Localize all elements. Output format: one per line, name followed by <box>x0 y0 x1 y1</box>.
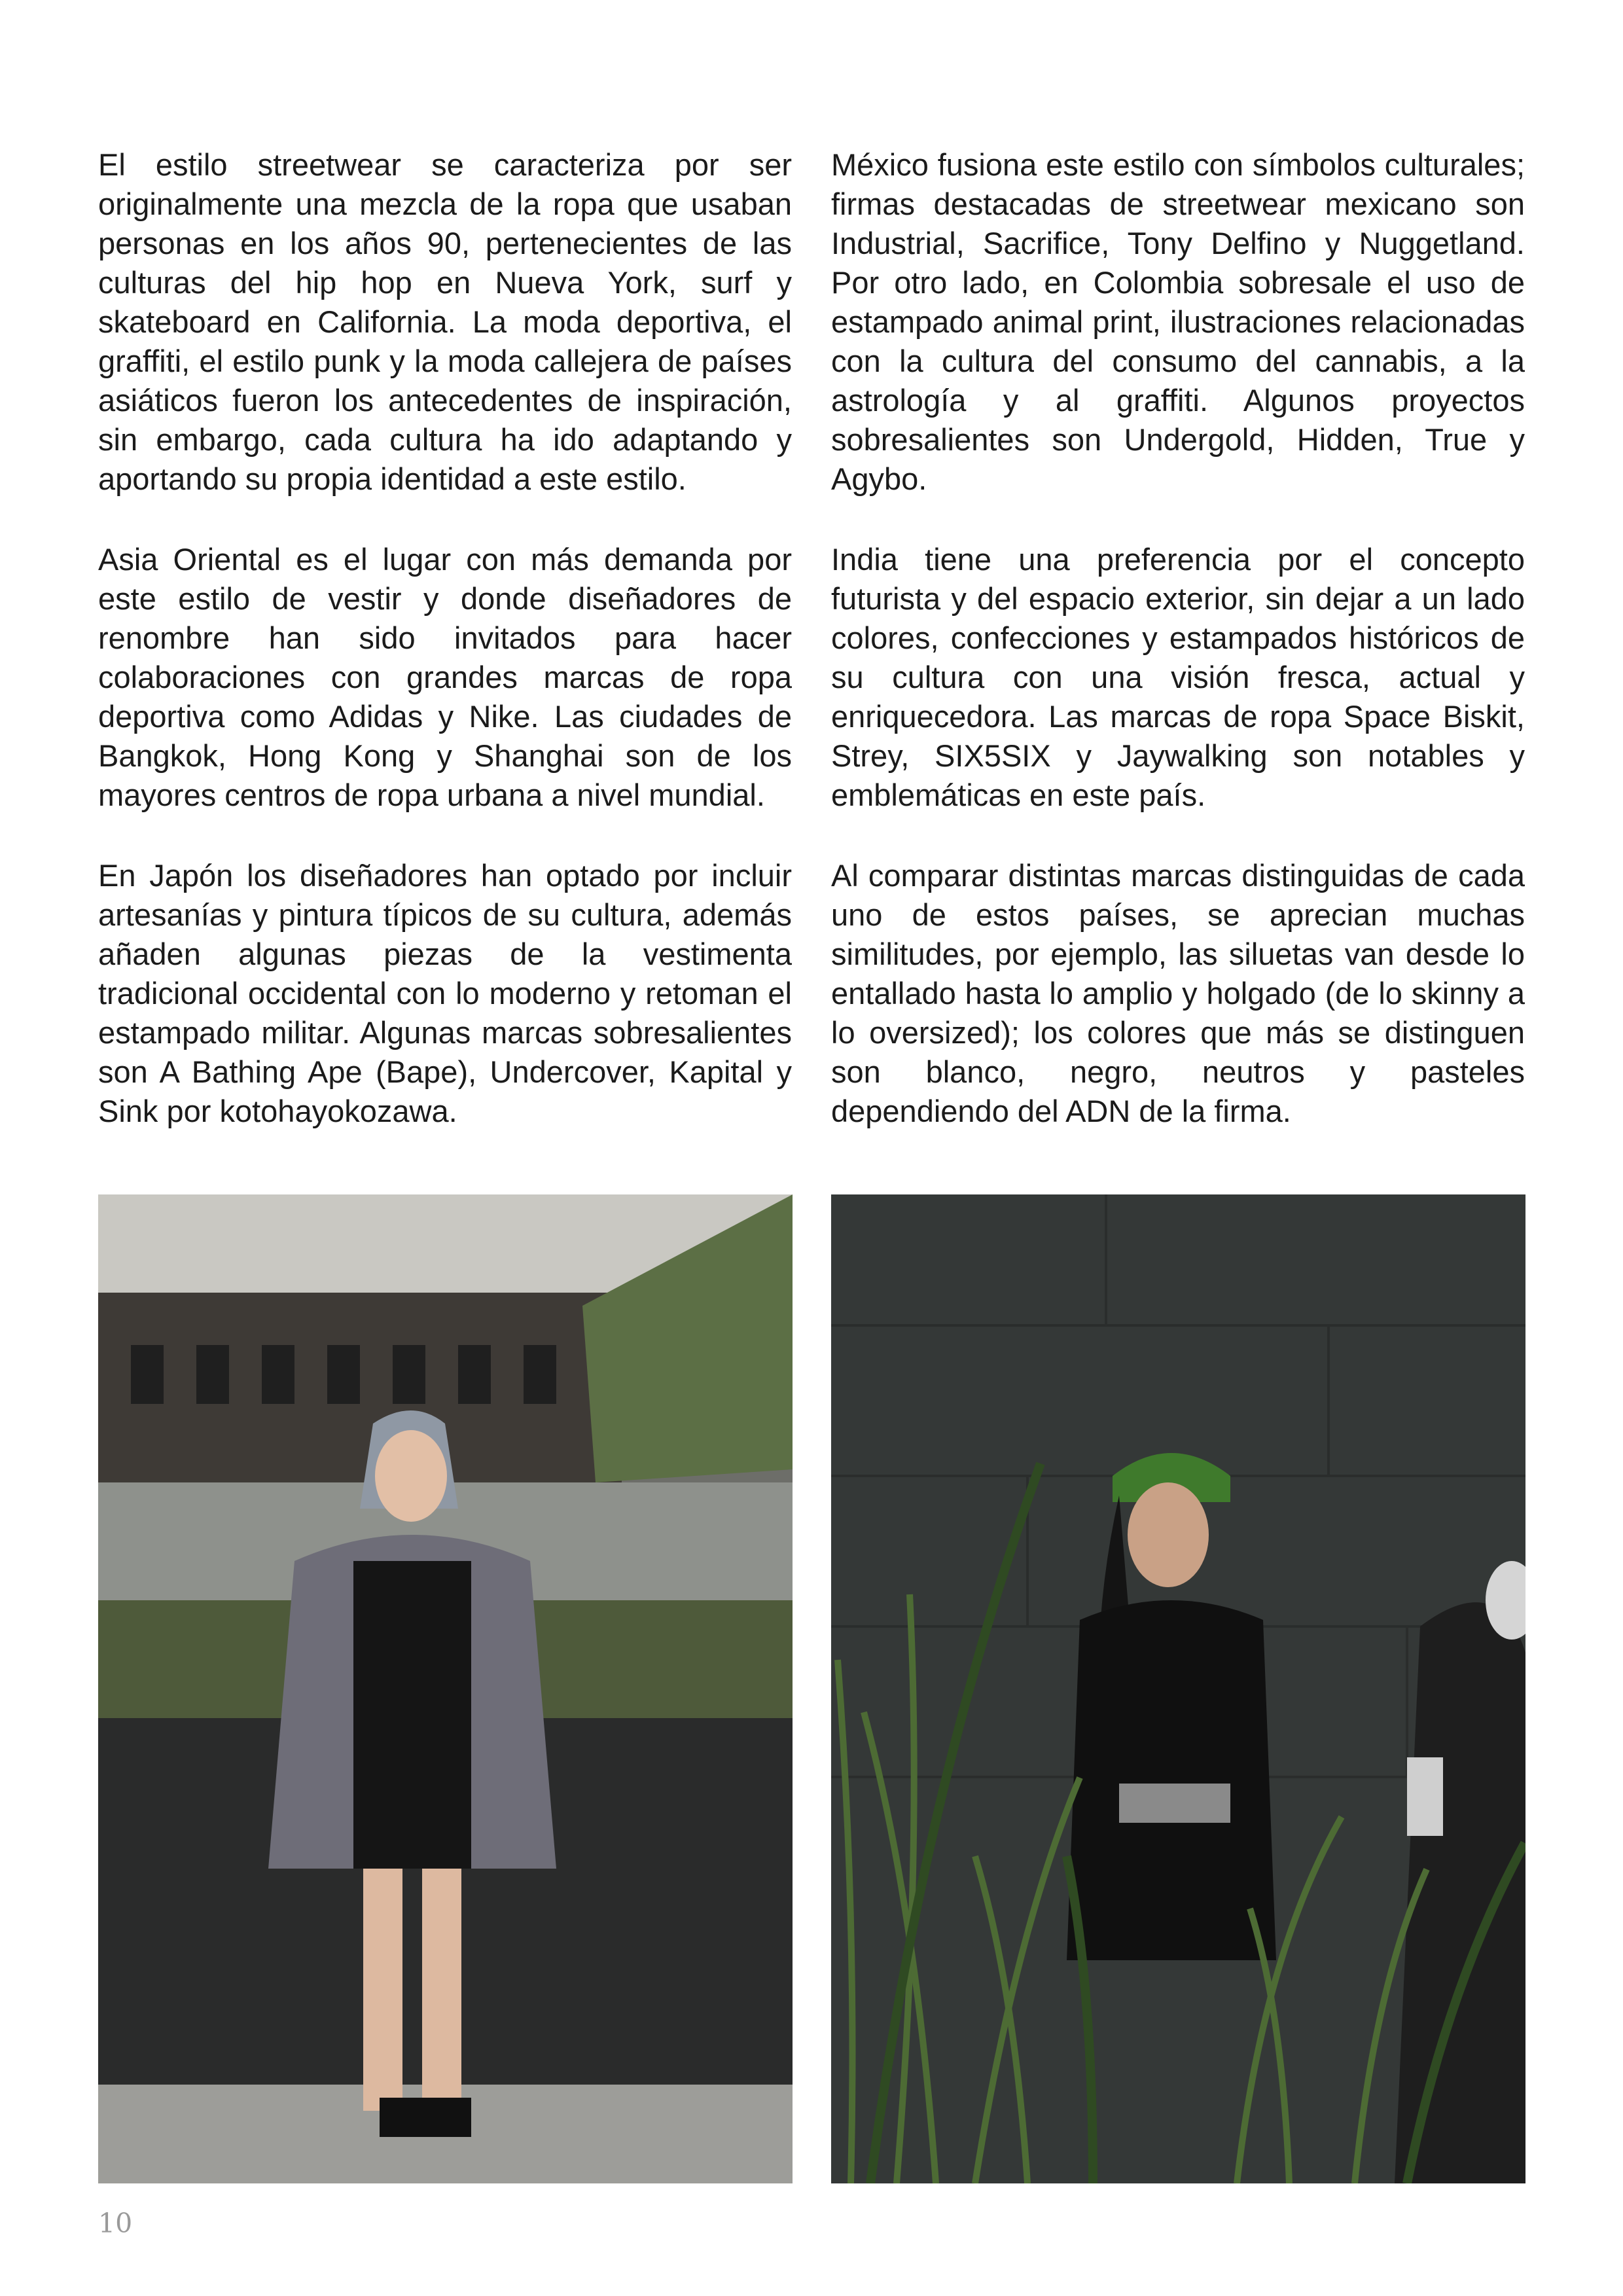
right-text-column <box>831 145 1525 1172</box>
photo-model-with-bandana <box>831 1194 1525 2183</box>
photo-model-with-chains <box>98 1194 793 2183</box>
paragraph-east-asia: Asia Oriental es el lugar con más demanda por este estilo de vestir y donde diseñadores de renombre han sido invitados para hacer colaboraciones con grandes marcas de ropa deportiva como Adidas y Nike. Las ciudades de Bangkok, Hong Kong y Shanghai son de los mayores centros de ropa urbana a nivel mundial. <box>98 542 792 812</box>
page-number: 10 <box>98 2208 133 2239</box>
left-text-column <box>98 145 792 1172</box>
photo-model-with-bandana-illustration <box>831 1194 1525 2183</box>
paragraph-japan: En Japón los diseñadores han optado por incluir artesanías y pintura típicos de su cultura, además añaden algunas piezas de la vestimenta tradicional occidental con lo moderno y retoman el estampado militar. Algunas marcas sobresalientes son A Bathing Ape (Bape), Undercover, Kapital y Sink por kotohayokozawa. <box>98 858 792 1128</box>
photo-model-with-chains-illustration <box>98 1194 793 2183</box>
paragraph-streetwear-origins: El estilo streetwear se caracteriza por ser originalmente una mezcla de la ropa que usaban personas en los años 90, pertenecientes de las culturas del hip hop en Nueva York, surf y skateboard en California. La moda deportiva, el graffiti, el estilo punk y la moda callejera de países asiáticos fueron los antecedentes de inspiración, sin embargo, cada cultura ha ido adaptando y aportando su propia identidad a este estilo. <box>98 147 792 496</box>
paragraph-india: India tiene una preferencia por el concepto futurista y del espacio exterior, sin dejar a un lado colores, confecciones y estampados históricos de su cultura con una visión fresca, actual y enriquecedora. Las marcas de ropa Space Biskit, Strey, SIX5SIX y Jaywalking son notables y emblemáticas en este país. <box>831 542 1525 812</box>
paragraph-mexico-colombia: México fusiona este estilo con símbolos culturales; firmas destacadas de streetwear mexicano son Industrial, Sacrifice, Tony Delfino y Nuggetland. Por otro lado, en Colombia sobresale el uso de estampado animal print, ilustraciones relacionadas con la cultura del consumo del cannabis, a la astrología y al graffiti. Algunos proyectos sobresalientes son Undergold, Hidden, True y Agybo. <box>831 147 1525 496</box>
paragraph-comparison: Al comparar distintas marcas distinguidas de cada uno de estos países, se aprecian muchas similitudes, por ejemplo, las siluetas van desde lo entallado hasta lo amplio y holgado (de lo skinny a lo oversized); los colores que más se distinguen son blanco, negro, neutros y pasteles dependiendo del ADN de la firma. <box>831 858 1525 1128</box>
